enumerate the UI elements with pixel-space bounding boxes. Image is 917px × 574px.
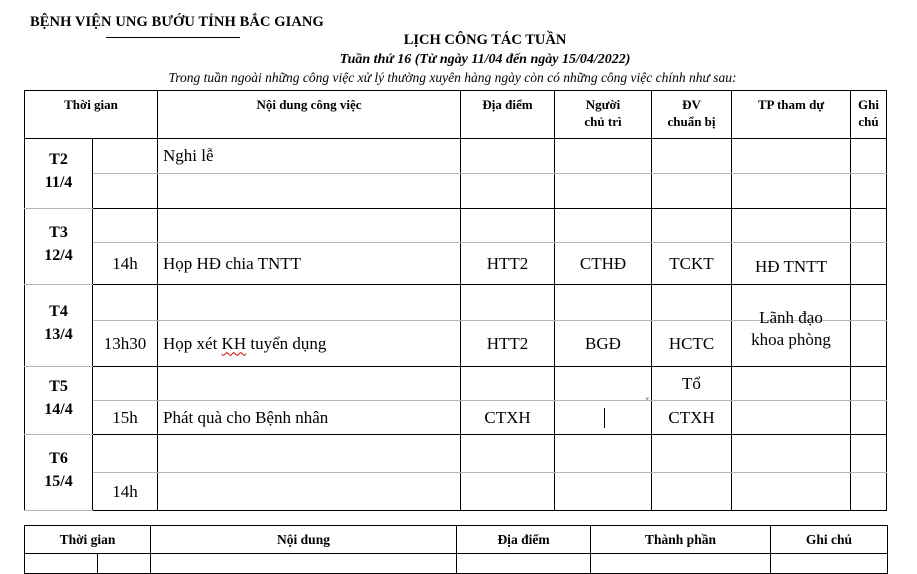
- location-cell[interactable]: [461, 209, 555, 243]
- day-date: 15/4: [44, 472, 73, 490]
- attendees-cell[interactable]: [732, 139, 851, 174]
- table-row: [25, 367, 887, 401]
- table-row: [25, 554, 888, 574]
- chevron-down-icon[interactable]: ▾: [645, 395, 649, 403]
- attendees-cell[interactable]: [732, 174, 851, 209]
- host-cell[interactable]: [555, 174, 652, 209]
- table-row: [25, 174, 887, 209]
- content-cell[interactable]: [158, 435, 461, 473]
- table-row: [25, 435, 887, 473]
- spelling-flag: KH: [221, 333, 247, 353]
- col-content-header[interactable]: Nội dung công việc: [158, 91, 461, 139]
- prep-cell[interactable]: [652, 139, 732, 174]
- note-cell[interactable]: [851, 209, 887, 243]
- day-cell-t3[interactable]: [25, 209, 93, 285]
- time-cell[interactable]: 15h: [93, 401, 158, 435]
- note-cell[interactable]: [851, 367, 887, 401]
- location-cell[interactable]: HTT2: [461, 243, 555, 285]
- content-cell[interactable]: Nghi lễ: [158, 139, 461, 174]
- table-row: [25, 209, 887, 243]
- table-row: [25, 243, 887, 285]
- time-cell[interactable]: 14h: [93, 243, 158, 285]
- prep-cell[interactable]: [652, 174, 732, 209]
- day-date: 11/4: [44, 173, 73, 191]
- day-date: 13/4: [44, 325, 73, 343]
- content-cell[interactable]: Họp HĐ chia TNTT: [158, 243, 461, 285]
- location-cell[interactable]: [461, 473, 555, 511]
- note-cell[interactable]: [771, 554, 888, 574]
- note-cell[interactable]: [851, 285, 887, 321]
- content-text: Họp xét: [163, 333, 222, 353]
- time-cell[interactable]: [93, 174, 158, 209]
- note-cell[interactable]: [851, 435, 887, 473]
- attendees-cell[interactable]: [732, 473, 851, 511]
- day-cell-t4[interactable]: [25, 285, 93, 367]
- day-date: 12/4: [44, 246, 73, 264]
- col-prep-header[interactable]: [652, 91, 732, 139]
- content-cell[interactable]: [158, 209, 461, 243]
- prep-cell[interactable]: [652, 209, 732, 243]
- prep-cell[interactable]: [652, 435, 732, 473]
- header-row: [25, 526, 888, 554]
- time-cell[interactable]: 13h30: [93, 321, 158, 367]
- time-cell[interactable]: [93, 367, 158, 401]
- host-cell[interactable]: [555, 285, 652, 321]
- note-cell[interactable]: [851, 473, 887, 511]
- content-cell[interactable]: [158, 321, 461, 367]
- attendees-cell[interactable]: [732, 307, 851, 353]
- col-note-header[interactable]: Ghi chú: [771, 526, 888, 554]
- time-cell[interactable]: [93, 209, 158, 243]
- table-row: [25, 401, 887, 435]
- prep-cell[interactable]: CTXH: [652, 401, 732, 435]
- host-cell[interactable]: BGĐ: [555, 321, 652, 367]
- location-cell[interactable]: HTT2: [461, 321, 555, 367]
- text-cursor: [604, 408, 605, 428]
- col-prep-line2: chuẩn bị: [667, 114, 716, 129]
- week-subtitle: Tuần thứ 16 (Từ ngày 11/04 đến ngày 15/04/2022): [339, 52, 631, 67]
- host-cell[interactable]: [555, 139, 652, 174]
- note-cell[interactable]: [851, 401, 887, 435]
- members-cell[interactable]: [591, 554, 771, 574]
- day-label: T4: [49, 302, 68, 320]
- secondary-schedule-table: [24, 525, 888, 574]
- day-cell-t5[interactable]: [25, 367, 93, 435]
- attendees-cell[interactable]: [732, 435, 851, 473]
- attendees-cell[interactable]: [732, 401, 851, 435]
- location-cell[interactable]: [461, 367, 555, 401]
- location-cell[interactable]: [461, 435, 555, 473]
- weekly-schedule-table: [24, 90, 887, 511]
- time-cell[interactable]: 14h: [93, 473, 158, 511]
- content-cell[interactable]: Phát quà cho Bệnh nhân: [158, 401, 461, 435]
- note-cell[interactable]: [851, 139, 887, 174]
- col-host-line1: Người: [585, 97, 621, 112]
- intro-text: Trong tuần ngoài những công việc xử lý thường xuyên hàng ngày còn có những công việc chính như sau:: [168, 70, 737, 85]
- host-cell[interactable]: [555, 435, 652, 473]
- day-cell-t2[interactable]: [25, 139, 93, 209]
- time-cell[interactable]: [93, 285, 158, 321]
- col-prep-line1: ĐV: [682, 97, 701, 112]
- host-cell[interactable]: [555, 473, 652, 511]
- content-cell[interactable]: [158, 473, 461, 511]
- host-cell[interactable]: [555, 395, 652, 435]
- prep-cell[interactable]: [652, 473, 732, 511]
- prep-cell[interactable]: HCTC: [652, 321, 732, 367]
- location-cell[interactable]: CTXH: [461, 401, 555, 435]
- attendees-line2: khoa phòng: [751, 330, 831, 349]
- day-cell-t6[interactable]: [25, 435, 93, 511]
- time-cell[interactable]: [93, 435, 158, 473]
- content-cell[interactable]: [158, 285, 461, 321]
- content-cell[interactable]: [158, 367, 461, 401]
- hospital-name: BỆNH VIỆN UNG BƯỚU TỈNH BẮC GIANG: [30, 14, 324, 30]
- day-label: T3: [49, 223, 68, 241]
- note-cell[interactable]: [851, 243, 887, 285]
- schedule-title: LỊCH CÔNG TÁC TUẦN: [403, 32, 567, 48]
- col-note-line1: Ghi: [858, 97, 879, 112]
- location-cell[interactable]: [461, 285, 555, 321]
- host-cell[interactable]: CTHĐ: [555, 243, 652, 285]
- host-cell[interactable]: [555, 367, 652, 401]
- prep-cell[interactable]: Tổ: [652, 367, 732, 401]
- col-members-header[interactable]: Thành phần: [591, 526, 771, 554]
- note-cell[interactable]: [851, 174, 887, 209]
- prep-cell[interactable]: TCKT: [652, 243, 732, 285]
- col-content-header[interactable]: Nội dung: [151, 526, 457, 554]
- time-cell[interactable]: [25, 554, 98, 574]
- col-location-header[interactable]: Địa điểm: [457, 526, 591, 554]
- day-date: 14/4: [44, 400, 73, 418]
- col-time-header[interactable]: Thời gian: [25, 91, 158, 139]
- attendees-line1: Lãnh đạo: [759, 308, 823, 327]
- col-host-header[interactable]: [555, 91, 652, 139]
- day-label: T2: [49, 150, 68, 168]
- content-cell[interactable]: [151, 554, 457, 574]
- attendees-cell[interactable]: [732, 367, 851, 401]
- table-row: [25, 321, 887, 367]
- content-cell[interactable]: [158, 174, 461, 209]
- col-note-line2: chú: [858, 114, 879, 129]
- col-note-header[interactable]: [851, 91, 887, 139]
- location-cell[interactable]: [461, 139, 555, 174]
- prep-cell[interactable]: [652, 285, 732, 321]
- header-row: [25, 91, 887, 139]
- location-cell[interactable]: [461, 174, 555, 209]
- note-cell[interactable]: [851, 321, 887, 367]
- day-label: T6: [49, 449, 68, 467]
- col-host-line2: chủ trì: [584, 114, 622, 129]
- location-cell[interactable]: [457, 554, 591, 574]
- content-text: tuyển dụng: [246, 333, 327, 353]
- attendees-cell[interactable]: [732, 209, 851, 243]
- time-cell[interactable]: [98, 554, 151, 574]
- table-row: [25, 473, 887, 511]
- time-cell[interactable]: [93, 139, 158, 174]
- table-row: [25, 139, 887, 174]
- col-time-header[interactable]: Thời gian: [25, 526, 151, 554]
- col-attendees-header[interactable]: TP tham dự: [732, 91, 851, 139]
- day-label: T5: [49, 377, 68, 395]
- attendees-cell[interactable]: HĐ TNTT: [732, 243, 851, 285]
- col-location-header[interactable]: Địa điểm: [461, 91, 555, 139]
- host-cell[interactable]: [555, 209, 652, 243]
